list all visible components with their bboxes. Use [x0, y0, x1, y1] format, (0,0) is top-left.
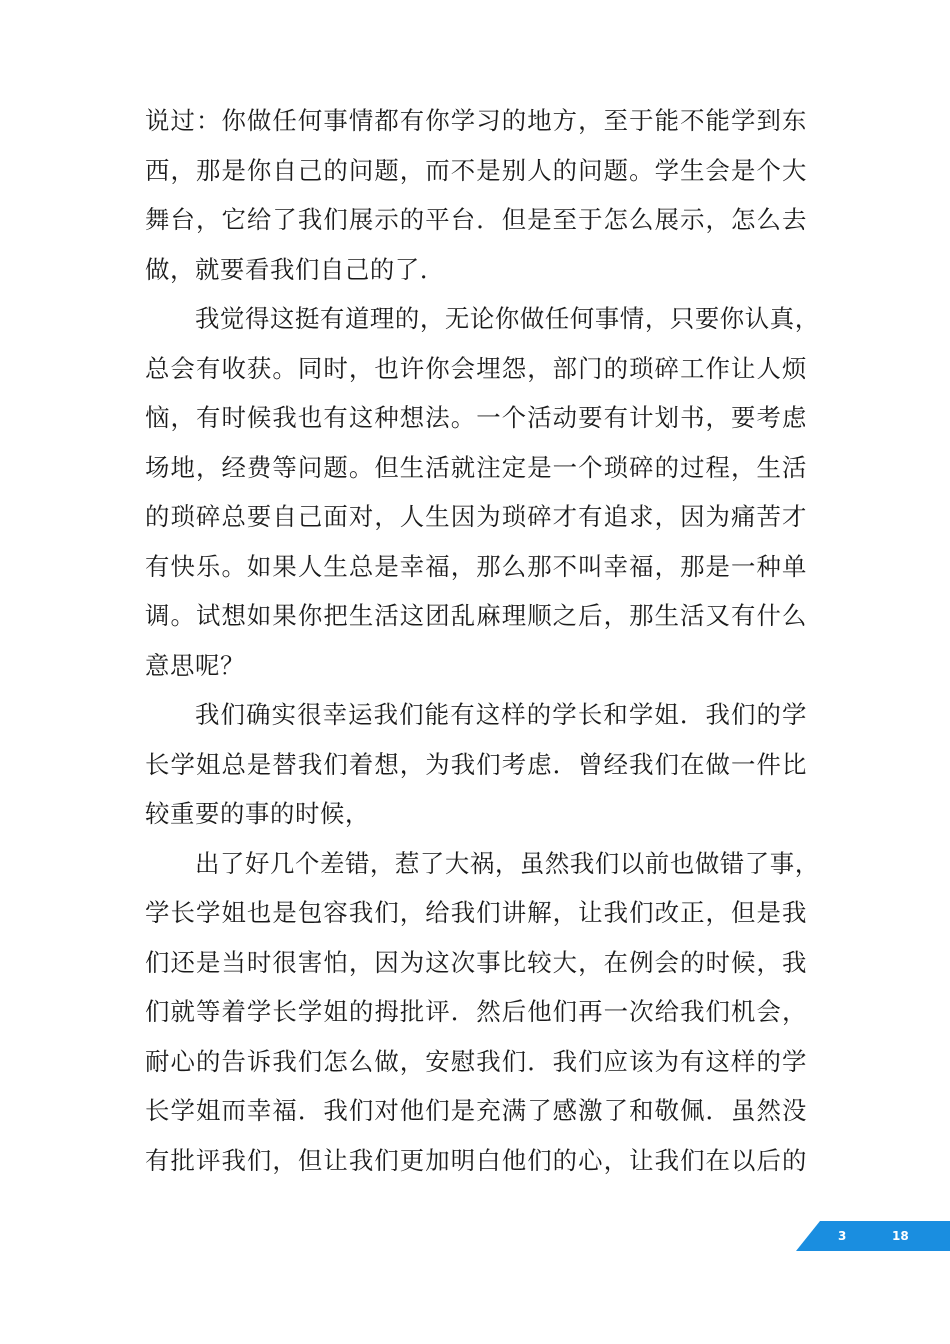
- text-line: 调。试想如果你把生活这团乱麻理顺之后，那生活又有什么: [145, 601, 807, 630]
- text-line: 有快乐。如果人生总是幸福，那么那不叫幸福，那是一种单: [145, 551, 807, 581]
- text-line: 场地，经费等问题。但生活就注定是一个琐碎的过程，生活: [145, 452, 807, 482]
- text-line: 长学姐而幸福．我们对他们是充满了感激了和敬佩．虽然没: [145, 1096, 807, 1125]
- document-body: [145, 96, 820, 1185]
- text-line: 们就等着学长学姐的拇批评．然后他们再一次给我们机会，: [145, 997, 807, 1026]
- text-line: 们还是当时很害怕，因为这次事比较大，在例会的时候，我: [145, 947, 807, 977]
- text-line: 做，就要看我们自己的了．: [145, 254, 445, 284]
- paragraph-first-line: 我们确实很幸运我们能有这样的学长和学姐．我们的学: [195, 700, 807, 729]
- text-line: 恼，有时候我也有这种想法。一个活动要有计划书，要考虑: [145, 403, 807, 432]
- paragraph-first-line: 我觉得这挺有道理的，无论你做任何事情，只要你认真，: [195, 304, 820, 333]
- total-page-count: 18: [892, 1229, 909, 1243]
- page-footer-band: [796, 1221, 950, 1251]
- paragraph-first-line: 出了好几个差错，惹了大祸，虽然我们以前也做错了事，: [195, 848, 820, 878]
- text-line: 总会有收获。同时，也许你会埋怨，部门的琐碎工作让人烦: [145, 353, 807, 383]
- text-line: 说过：你做任何事情都有你学习的地方，至于能不能学到东: [145, 106, 807, 135]
- text-line: 学长学姐也是包容我们，给我们讲解，让我们改正，但是我: [145, 898, 807, 927]
- text-line: 的琐碎总要自己面对，人生因为琐碎才有追求，因为痛苦才: [145, 502, 807, 531]
- text-line: 较重要的事的时候，: [145, 799, 370, 828]
- text-line: 有批评我们，但让我们更加明白他们的心，让我们在以后的: [145, 1145, 807, 1175]
- text-line: 长学姐总是替我们着想，为我们考虑．曾经我们在做一件比: [145, 749, 807, 779]
- text-line: 耐心的告诉我们怎么做，安慰我们．我们应该为有这样的学: [145, 1046, 807, 1076]
- text-line: 意思呢？: [145, 650, 245, 680]
- current-page-number: 3: [838, 1229, 847, 1243]
- text-line: 西，那是你自己的问题，而不是别人的问题。学生会是个大: [145, 155, 807, 185]
- text-line: 舞台，它给了我们展示的平台．但是至于怎么展示，怎么去: [145, 205, 807, 234]
